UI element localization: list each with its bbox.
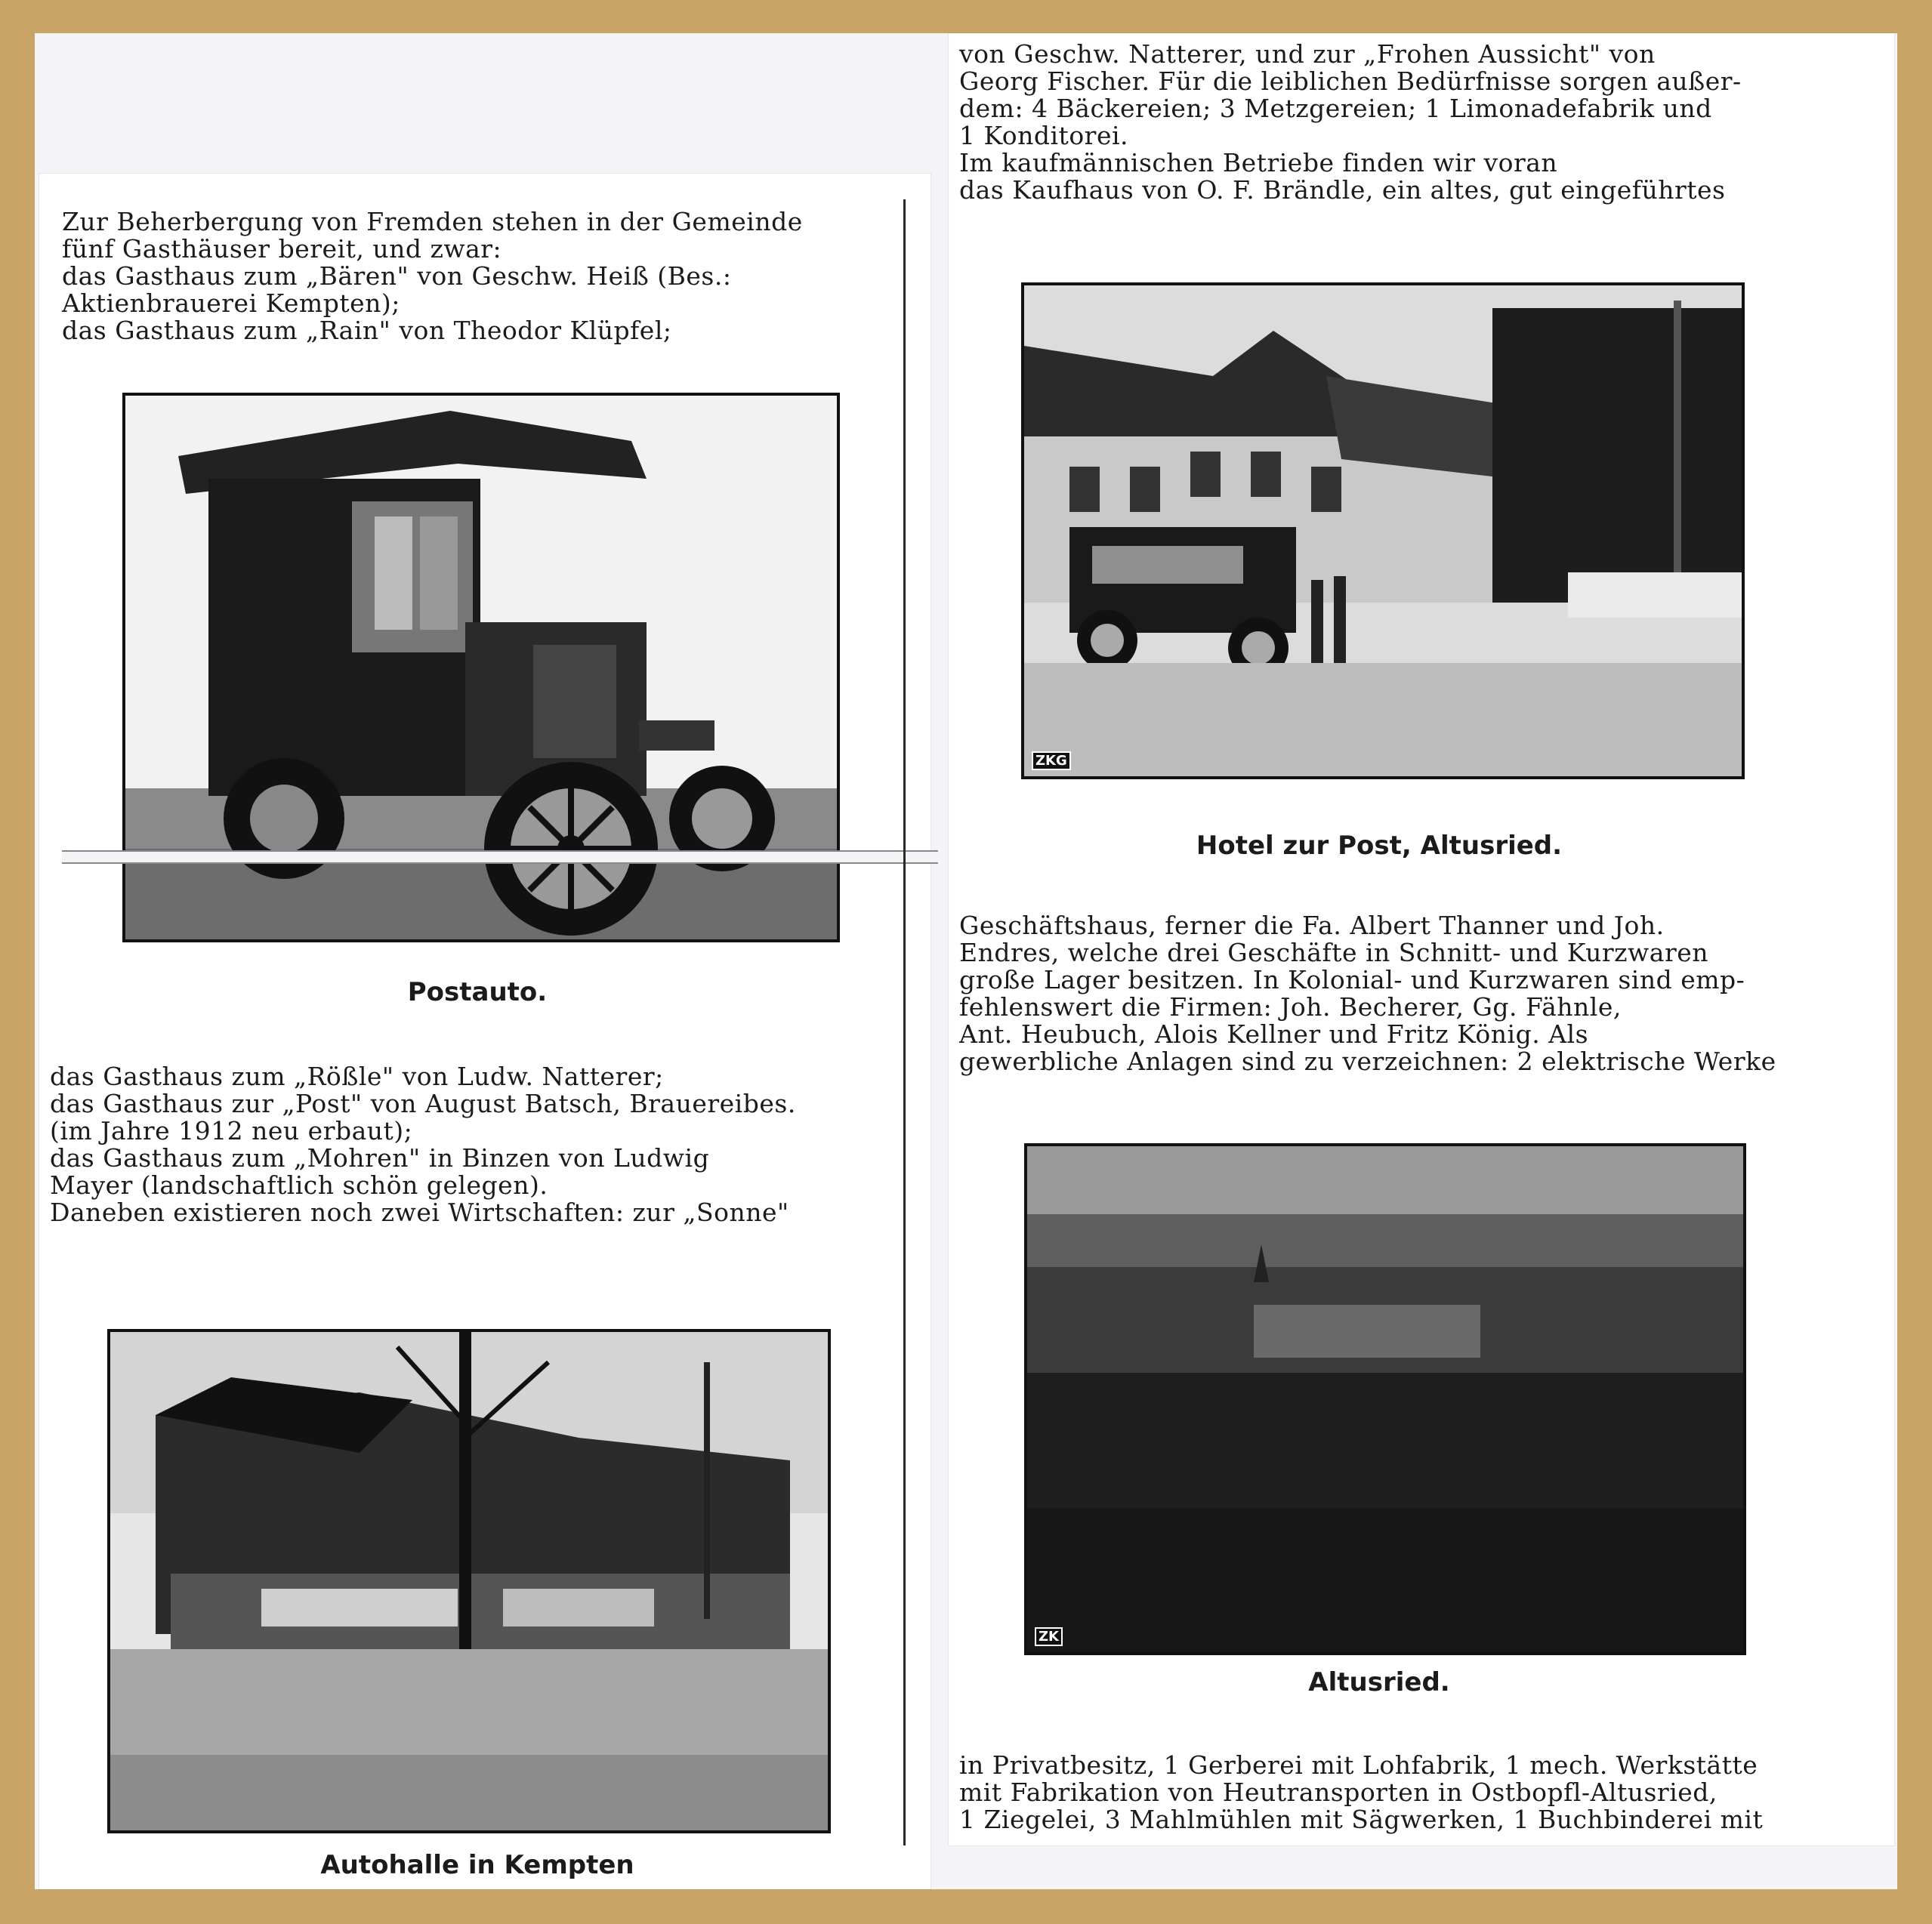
right-paragraph-3: in Privatbesitz, 1 Gerberei mit Lohfabrik, 1 mech. Werkstätte mit Fabrikation von Heutransporten in Ostbopfl-Altusried, 1 Ziegelei, 3 Mahlmühlen mit Sägwerken, 1 Buchbinderei mit [959, 1750, 1764, 1834]
right-clipping [949, 33, 1894, 1845]
photo-altusried [1024, 1143, 1746, 1655]
left-paragraph-1: Zur Beherbergung von Fremden stehen in der Gemeinde fünf Gasthäuser bereit, und zwar: das Gasthaus zum „Bären" von Geschw. Heiß (Bes.: Aktienbrauerei Kempten); das Gasthaus zum „Rain" von Theodor Klüpfel; [62, 207, 803, 345]
altusried-image [1027, 1146, 1743, 1652]
autohalle-image [110, 1332, 828, 1830]
photo-hotel-zur-post [1021, 282, 1745, 779]
column-divider [903, 199, 906, 1845]
left-clipping [39, 174, 931, 1889]
caption-hotel-zur-post: Hotel zur Post, Altusried. [1196, 831, 1563, 861]
paper-tear [62, 850, 938, 864]
left-paragraph-2: das Gasthaus zum „Rößle" von Ludw. Natterer; das Gasthaus zur „Post" von August Batsch, Brauereibes. (im Jahre 1912 neu erbaut); das Gasthaus zum „Mohren" in Binzen von Ludwig Mayer (landschaftlich schön gelegen). Daneben existieren noch zwei Wirtschaften: zur „Sonne" [50, 1062, 796, 1227]
photo-autohalle [107, 1329, 831, 1833]
right-paragraph-2: Geschäftshaus, ferner die Fa. Albert Thanner und Joh. Endres, welche drei Geschäfte in Schnitt- und Kurzwaren große Lager besitzen. In Kolonial- und Kurzwaren sind emp- fehlenswert die Firmen: Joh. Becherer, Gg. Fähnle, Ant. Heubuch, Alois Kellner und Fritz König. Als gewerbliche Anlagen sind zu verzeichnen: 2 elektrische Werke [959, 911, 1776, 1076]
photo-mark-zk: ZK [1035, 1627, 1063, 1646]
caption-altusried: Altusried. [1308, 1667, 1450, 1697]
caption-postauto: Postauto. [407, 977, 548, 1007]
caption-autohalle: Autohalle in Kempten [320, 1850, 634, 1880]
scanned-page [35, 33, 1897, 1889]
hotel-image [1024, 285, 1742, 776]
right-paragraph-1: von Geschw. Natterer, und zur „Frohen Aussicht" von Georg Fischer. Für die leiblichen Bedürfnisse sorgen außer- dem: 4 Bäckereien; 3 Metzgereien; 1 Limonadefabrik und 1 Konditorei. Im kaufmännischen Betriebe finden wir voran das Kaufhaus von O. F. Brändle, ein altes, gut eingeführtes [959, 39, 1742, 205]
photo-mark-zkg: ZKG [1032, 751, 1071, 770]
